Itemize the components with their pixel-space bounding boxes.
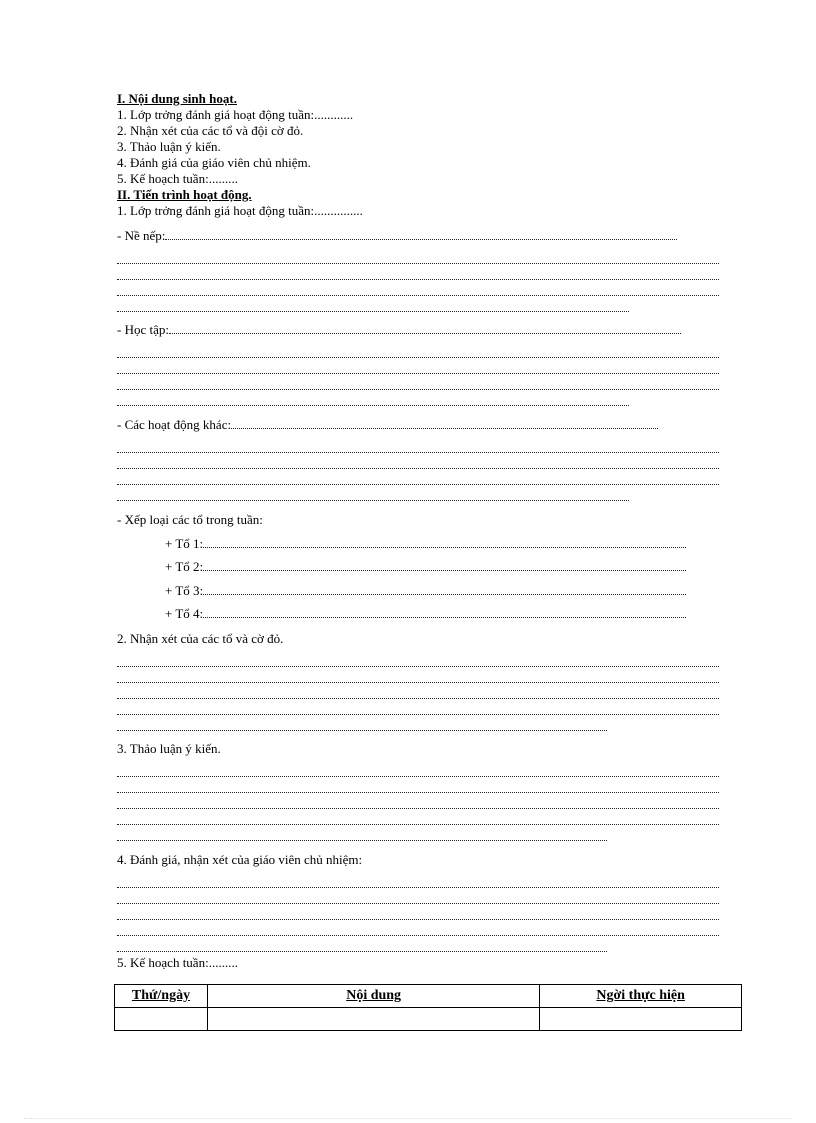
plan-table (114, 984, 742, 1031)
ke-hoach-heading: 5. Kế hoạch tuần:......... (117, 955, 238, 970)
fill-line (117, 452, 719, 453)
to-label: + Tổ 1: (165, 536, 204, 551)
section-1-item: 2. Nhận xét của các tổ và đội cờ đỏ. (117, 123, 304, 138)
fill-line (117, 357, 719, 358)
fill-line (231, 418, 658, 429)
xep-loai-label: - Xếp loại các tổ trong tuần: (117, 512, 263, 527)
fill-line (203, 584, 686, 595)
hoc-tap-label (117, 323, 681, 337)
plan-table-row (115, 1008, 742, 1031)
to-row (165, 537, 686, 551)
fill-line (117, 666, 719, 667)
danh-gia-heading: 4. Đánh giá, nhận xét của giáo viên chủ nhiệm: (117, 852, 363, 867)
fill-line (117, 263, 719, 264)
fill-line (117, 887, 719, 888)
ne-nep-label (117, 229, 677, 243)
header-thu-ngay: Thứ/ngày (115, 985, 208, 1008)
fill-line (117, 935, 719, 936)
to-label: + Tổ 3: (165, 583, 204, 598)
section-2-title: II. Tiến trình hoạt động. (117, 187, 252, 202)
fill-line (117, 389, 719, 390)
thao-luan-heading: 3. Thảo luận ý kiến. (117, 741, 221, 756)
fill-line (117, 730, 607, 731)
hoc-tap-text: - Học tập: (117, 322, 169, 337)
fill-line (117, 682, 719, 683)
fill-line (117, 311, 629, 312)
header-noi-dung: Nội dung (207, 985, 539, 1008)
fill-line (117, 714, 719, 715)
page-bottom-border (24, 1118, 792, 1119)
to-label: + Tổ 4: (165, 606, 204, 621)
fill-line (117, 405, 629, 406)
fill-line (117, 373, 719, 374)
fill-line (117, 792, 719, 793)
table-cell[interactable] (115, 1008, 208, 1031)
fill-line (117, 484, 719, 485)
fill-line (117, 468, 719, 469)
fill-line (165, 229, 677, 240)
fill-line (117, 500, 629, 501)
hoat-dong-khac-label (117, 418, 658, 432)
fill-line (203, 607, 686, 618)
fill-line (117, 951, 607, 952)
fill-line (117, 840, 607, 841)
section-2-intro: 1. Lớp trởng đánh giá hoạt động tuần:............... (117, 203, 363, 218)
header-nguoi-thuc-hien: Ngời thực hiện (540, 985, 742, 1008)
fill-line (117, 824, 719, 825)
to-label: + Tổ 2: (165, 559, 204, 574)
to-row (165, 560, 686, 574)
table-cell[interactable] (540, 1008, 742, 1031)
fill-line (169, 323, 681, 334)
to-row (165, 584, 686, 598)
section-1-item: 4. Đánh giá của giáo viên chủ nhiệm. (117, 155, 311, 170)
hoat-dong-khac-text: - Các hoạt động khác: (117, 417, 232, 432)
fill-line (203, 560, 686, 571)
section-1-item: 3. Thảo luận ý kiến. (117, 139, 221, 154)
fill-line (117, 698, 719, 699)
ne-nep-text: - Nề nếp: (117, 228, 166, 243)
section-1-title: I. Nội dung sinh hoạt. (117, 91, 237, 106)
section-1-item: 5. Kế hoạch tuần:......... (117, 171, 238, 186)
fill-line (117, 808, 719, 809)
fill-line (117, 776, 719, 777)
fill-line (203, 537, 686, 548)
to-row (165, 607, 686, 621)
fill-line (117, 295, 719, 296)
section-1-item: 1. Lớp trởng đánh giá hoạt động tuần:............ (117, 107, 354, 122)
fill-line (117, 903, 719, 904)
table-cell[interactable] (207, 1008, 539, 1031)
fill-line (117, 279, 719, 280)
nhan-xet-heading: 2. Nhận xét của các tổ và cờ đỏ. (117, 631, 284, 646)
fill-line (117, 919, 719, 920)
plan-table-header-row (115, 985, 742, 1008)
